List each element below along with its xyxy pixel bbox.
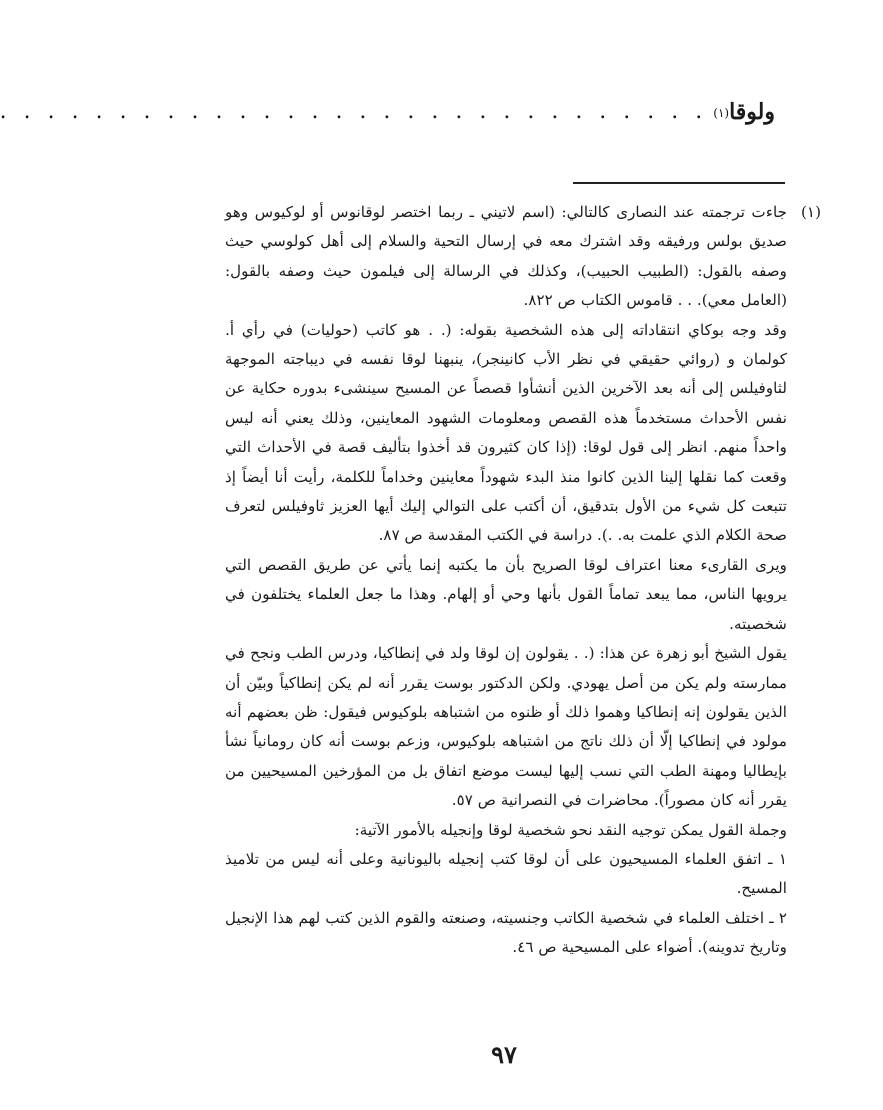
footnote-paragraph: جاءت ترجمته عند النصارى كالتالي: (اسم لاتيني ـ ربما اختصر لوقانوس أو لوكيوس وهو صديق بولس ورفيقه وقد اشترك معه في إرسال التحية والسلام إلى أهل كولوسي حيث وصفه بالقول: (الطبيب الحبيب)، وكذلك في الرسالة إلى فيلمون حيث وصفه بالقول: (العامل معي). . . قاموس الكتاب ص ٨٢٢. — [225, 203, 787, 310]
leader-dots: . . . . . . . . . . . . . . . . . . . . . . . . . . . . . . — [0, 99, 708, 124]
footnote-paragraph: وقد وجه بوكاي انتقاداته إلى هذه الشخصية بقوله: (. . هو كاتب (حوليات) في رأي أ. كولمان و (روائي حقيقي في نظر الأب كانينجر)، ينبهنا لوقا نفسه في ديباجته الموجهة لثاوفيلس إلى أنه بعد الآخرين الذين أنشأوا قصصاً عن المسيح سينشىء بدوره حكاية عن نفس الأحداث مستخدماً هذه القصص ومعلومات الشهود المعاينين، وذلك يعني أنه ليس واحداً منهم. انظر إلى قول لوقا: (إذا كان كثيرون قد أخذوا بتأليف قصة في الأحداث التي وقعت كما نقلها إلينا الذين كانوا منذ البدء شهوداً معاينين وخداماً للكلمة، رأيت أنا أيضاً إذ تتبعت كل شيء من الأول بتدقيق، أن أكتب على التوالي إليك أيها العزيز ثاوفيلس لتعرف صحة الكلام الذي علمت به. .). دراسة في الكتب المقدسة ص ٨٧. — [225, 320, 787, 545]
footnote-block — [225, 198, 821, 963]
footnote-paragraph: وجملة القول يمكن توجيه النقد نحو شخصية لوقا وإنجيله بالأمور الآتية: — [354, 820, 787, 839]
section-title: ولوقا — [729, 99, 775, 125]
page-number: ٩٧ — [491, 1040, 517, 1069]
footnote-paragraph: يقول الشيخ أبو زهرة عن هذا: (. . يقولون إن لوقا ولد في إنطاكيا، ودرس الطب ونجح في ممارسته ولم يكن من أصل يهودي. ولكن الدكتور بوست يقرر أنه لم يكن إنطاكياً وبيّن أن الذين يقولون إنه إنطاكيا وهموا ذلك أو ظنوه من اشتباهه بلوكيوس فيقول: ظن بعضهم أنه مولود في إنطاكيا إلّا أن ذلك ناتج من اشتباهه بلوكيوس، وزعم بوست أنه كان رومانياً نشأ بإيطاليا ومهنة الطب التي نسب إليها ليست موضع اتفاق بل من المؤرخين المسيحيين من يقرر أنه كان مصوراً). محاضرات في النصرانية ص ٥٧. — [225, 644, 787, 810]
footnote-separator-rule — [573, 182, 785, 184]
footnote-paragraph: ويرى القارىء معنا اعتراف لوقا الصريح بأن ما يكتبه إنما يأتي عن طريق القصص التي يرويها الناس، مما يبعد تماماً القول بأنها وحي أو إلهام. وهذا ما جعل العلماء يختلفون في شخصيته. — [225, 555, 787, 633]
footnote-number: (١) — [800, 203, 821, 221]
section-header — [0, 88, 775, 128]
footnote-paragraph: ٢ ـ اختلف العلماء في شخصية الكاتب وجنسيته، وصنعته والقوم الذين كتب لهم هذا الإنجيل وتاريخ تدوينه). أضواء على المسيحية ص ٤٦. — [225, 908, 787, 957]
footnote-paragraph: ١ ـ اتفق العلماء المسيحيون على أن لوقا كتب إنجيله باليونانية وعلى أنه ليس من تلاميذ المسيح. — [225, 849, 787, 898]
footnote-reference: (١) — [713, 106, 730, 120]
